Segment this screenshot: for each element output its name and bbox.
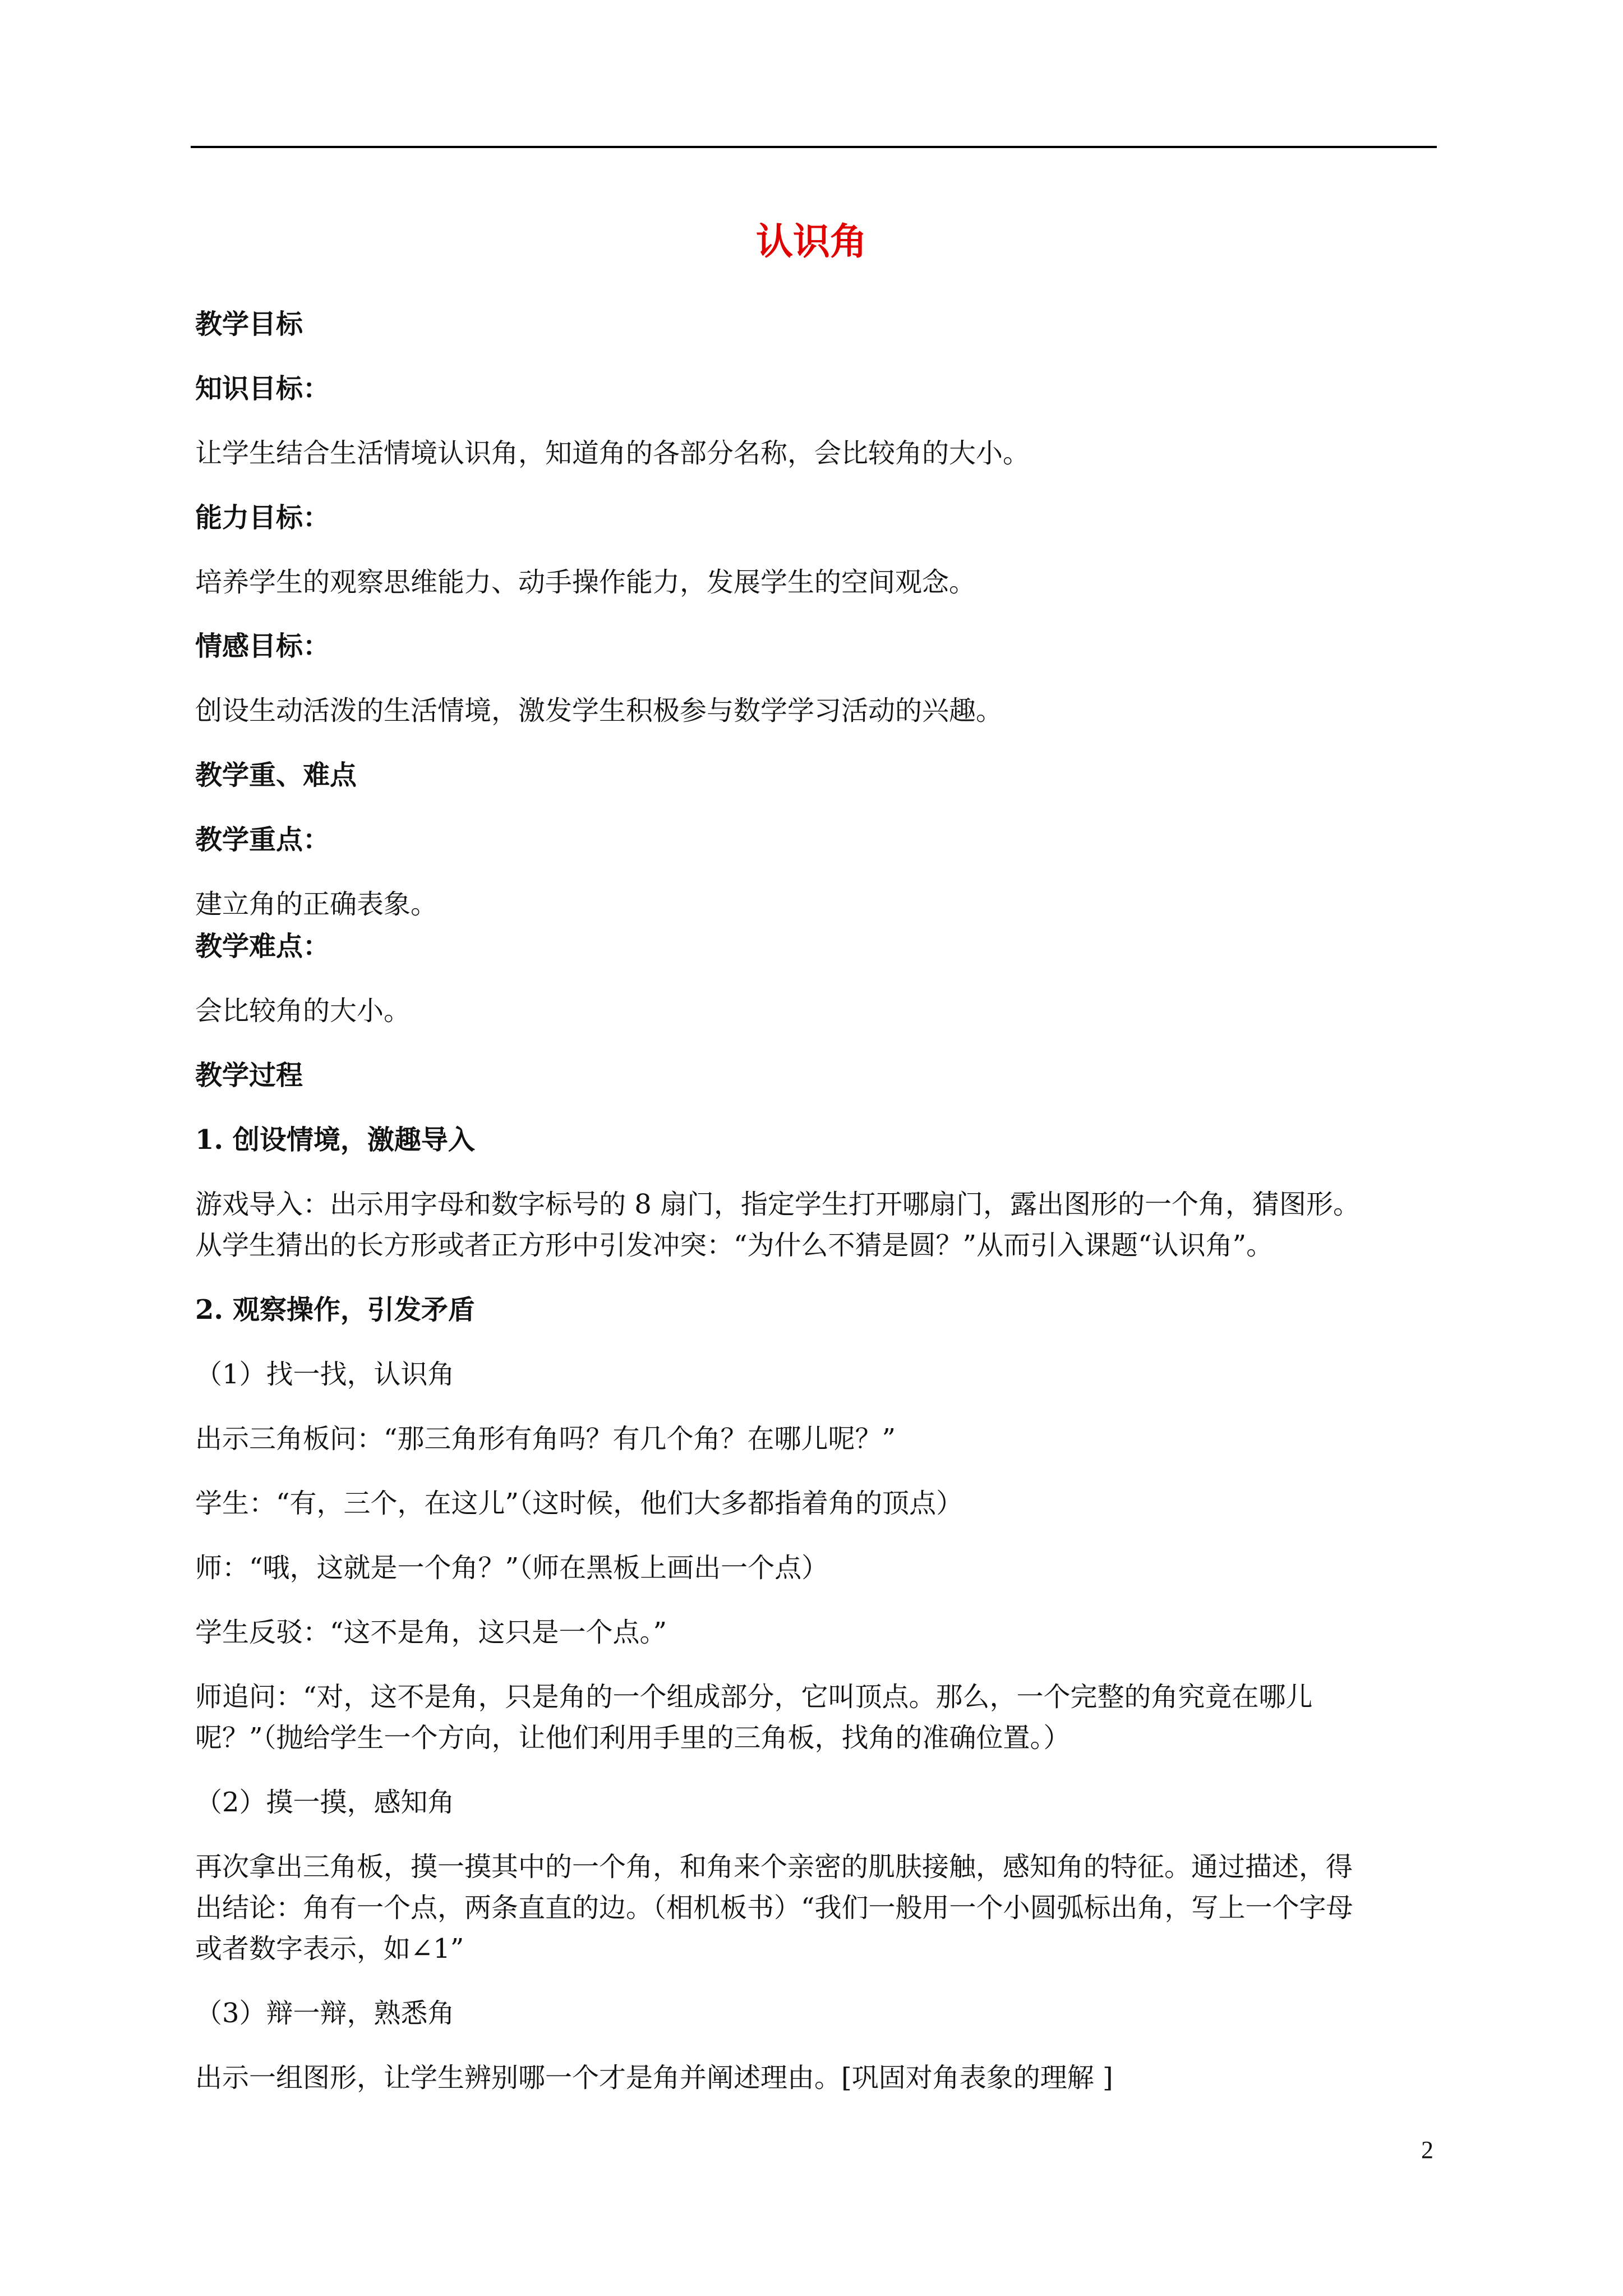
heading-key-difficult-points: 教学重、难点	[195, 760, 357, 791]
heading-teaching-goals: 教学目标	[195, 309, 303, 340]
heading-emotion-goal: 情感目标：	[195, 631, 330, 662]
paragraph-teacher-followup-line-2: 呢？”（抛给学生一个方向，让他们利用手里的三角板，找角的准确位置。）	[195, 1722, 1071, 1754]
paragraph-student-answer: 学生：“有，三个，在这儿”（这时候，他们大多都指着角的顶点）	[195, 1488, 963, 1519]
subheading-find-angle: （1）找一找，认识角	[195, 1359, 455, 1390]
paragraph-touch-angle-line-1: 再次拿出三角板，摸一摸其中的一个角，和角来个亲密的肌肤接触，感知角的特征。通过描述，得	[195, 1851, 1353, 1883]
paragraph-difficult-point: 会比较角的大小。	[195, 995, 411, 1027]
paragraph-show-triangle: 出示三角板问：“那三角形有角吗？有几个角？在哪儿呢？”	[195, 1423, 896, 1455]
paragraph-touch-angle-line-3: 或者数字表示，如∠1”	[195, 1933, 464, 1964]
heading-teaching-process: 教学过程	[195, 1060, 303, 1091]
paragraph-emotion-goal: 创设生动活泼的生活情境，激发学生积极参与数学学习活动的兴趣。	[195, 695, 1003, 726]
document-title: 认识角	[756, 219, 867, 263]
paragraph-key-point: 建立角的正确表象。	[195, 889, 438, 920]
heading-step-1: 1. 创设情境，激趣导入	[195, 1124, 475, 1156]
paragraph-teacher-question: 师：“哦，这就是一个角？”（师在黑板上画出一个点）	[195, 1552, 829, 1584]
subheading-touch-angle: （2）摸一摸，感知角	[195, 1787, 455, 1818]
heading-knowledge-goal: 知识目标：	[195, 373, 330, 404]
paragraph-distinguish-angle: 出示一组图形，让学生辨别哪一个才是角并阐述理由。[巩固对角表象的理解 ]	[195, 2062, 1113, 2093]
header-rule	[191, 146, 1437, 148]
paragraph-step-1-line-1: 游戏导入：出示用字母和数字标号的 8 扇门，指定学生打开哪扇门，露出图形的一个角，猜图形。	[195, 1189, 1361, 1220]
paragraph-step-1-line-2: 从学生猜出的长方形或者正方形中引发冲突：“为什么不猜是圆？”从而引入课题“认识角”。	[195, 1230, 1274, 1261]
page-number: 2	[1421, 2136, 1433, 2164]
paragraph-ability-goal: 培养学生的观察思维能力、动手操作能力，发展学生的空间观念。	[195, 567, 976, 598]
heading-difficult-point: 教学难点：	[195, 931, 330, 962]
paragraph-knowledge-goal: 让学生结合生活情境认识角，知道角的各部分名称，会比较角的大小。	[195, 438, 1030, 469]
heading-ability-goal: 能力目标：	[195, 502, 330, 533]
paragraph-student-rebuttal: 学生反驳：“这不是角，这只是一个点。”	[195, 1617, 667, 1648]
heading-step-2: 2. 观察操作，引发矛盾	[195, 1294, 475, 1326]
paragraph-touch-angle-line-2: 出结论：角有一个点，两条直直的边。（相机板书）“我们一般用一个小圆弧标出角，写上一个字母	[195, 1892, 1353, 1924]
heading-key-point: 教学重点：	[195, 824, 330, 855]
subheading-distinguish-angle: （3）辩一辩，熟悉角	[195, 1998, 455, 2029]
paragraph-teacher-followup-line-1: 师追问：“对，这不是角，只是角的一个组成部分，它叫顶点。那么，一个完整的角究竟在哪儿	[195, 1681, 1313, 1713]
